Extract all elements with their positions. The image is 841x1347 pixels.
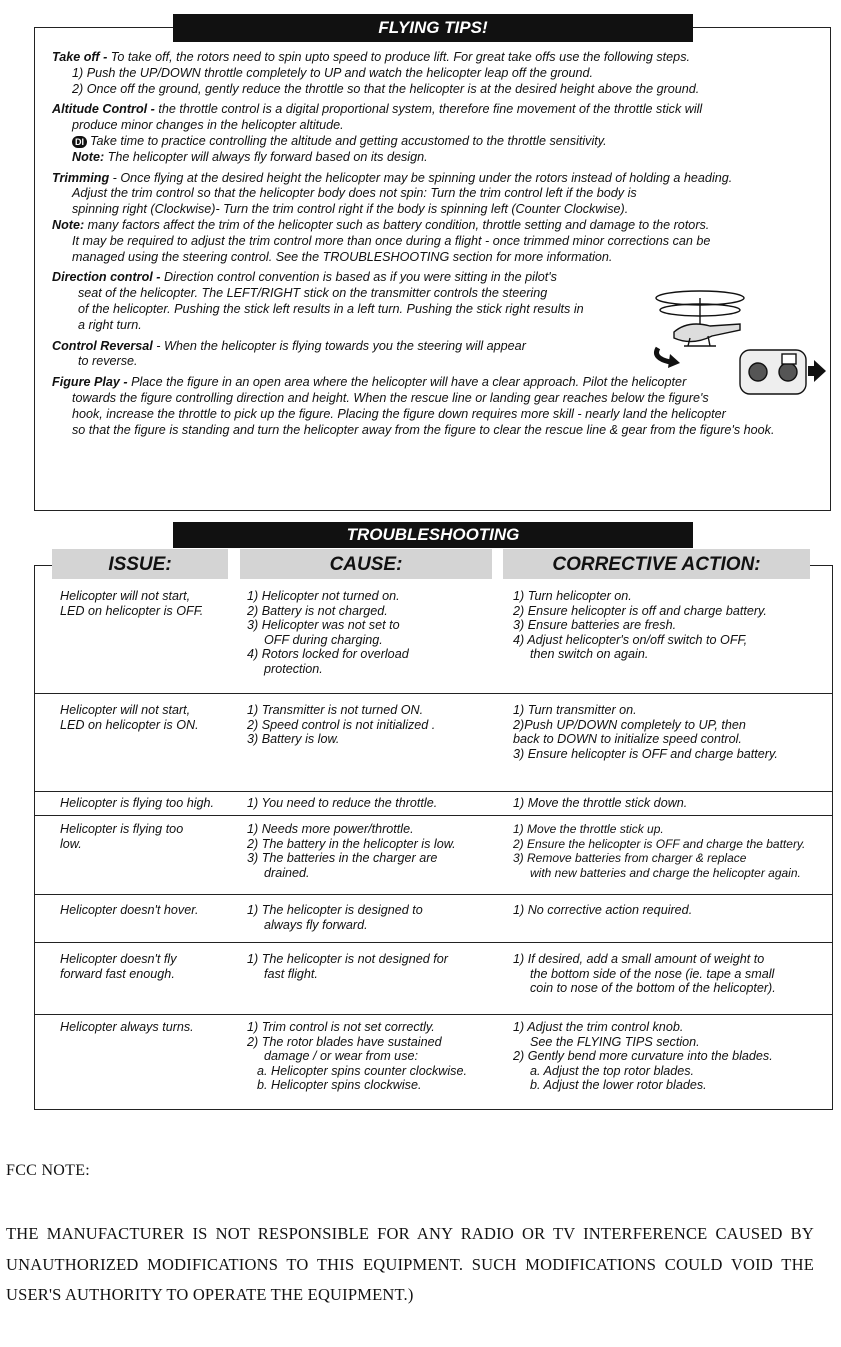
issue-cell: Helicopter will not start, LED on helicopter is ON. [60, 703, 199, 732]
troubleshooting-title: TROUBLESHOOTING [173, 522, 693, 548]
cause-cell: 1) You need to reduce the throttle. [247, 796, 438, 810]
table-row [34, 792, 833, 816]
tip-heading: Take off - [52, 50, 108, 64]
cause-cell: 1) Trim control is not set correctly. 2) The rotor blades have sustained damage / or wear from use: a. Helicopter spins counter clockwise. b. Helicopter spins clockwise. [247, 1020, 467, 1092]
turn-arrow-icon [657, 348, 681, 368]
tip-heading: Direction control - [52, 270, 161, 285]
column-header-cause: CAUSE: [240, 549, 492, 579]
arrow-right-icon [808, 360, 826, 382]
flying-tips-title: FLYING TIPS! [173, 14, 693, 42]
cause-cell: 1) Needs more power/throttle. 2) The battery in the helicopter is low. 3) The batteries in the charger are drained. [247, 822, 456, 880]
tip-heading: Figure Play - [52, 375, 128, 390]
issue-cell: Helicopter doesn't hover. [60, 903, 199, 917]
action-cell: 1) Move the throttle stick up. 2) Ensure the helicopter is OFF and charge the battery. 3) Remove batteries from charger & replace with new batteries and charge the helicopter again. [513, 822, 806, 880]
helicopter-transmitter-illustration [648, 288, 828, 398]
tip-direction-control: Direction control - Direction control convention is based as if you were sitting in the pilot's seat of the helicopter. The LEFT/RIGHT stick on the transmitter controls the steering of the helicopter. Pushing the stick left results in a left turn. Pushing the stick right results in a right turn. [52, 270, 584, 332]
transmitter-icon [740, 350, 806, 394]
tip-take-off: Take off - To take off, the rotors need to spin upto speed to produce lift. For great take offs use the following steps. 1) Push the UP/DOWN throttle completely to UP and watch the helicopter leap off the ground. 2) Once off the ground, gently reduce the throttle so that the helicopter is at the desired height above the ground. [52, 50, 700, 96]
action-cell: 1) Move the throttle stick down. [513, 796, 688, 810]
table-row [34, 1015, 833, 1110]
column-header-issue: ISSUE: [52, 549, 228, 579]
action-cell: 1) Adjust the trim control knob. See the FLYING TIPS section. 2) Gently bend more curvature into the blades. a. Adjust the top rotor blades. b. Adjust the lower rotor blades. [513, 1020, 773, 1092]
fcc-note-body: THE MANUFACTURER IS NOT RESPONSIBLE FOR ANY RADIO OR TV INTERFERENCE CAUSED BY UNAUTHORIZED MODIFICATIONS TO THIS EQUIPMENT. SUCH MODIFICATIONS COULD VOID THE USER'S AUTHORITY TO OPERATE THE EQUIPMENT.) [6, 1224, 814, 1304]
action-cell: 1) No corrective action required. [513, 903, 693, 917]
tip-heading: Trimming [52, 170, 110, 185]
issue-cell: Helicopter will not start, LED on helicopter is OFF. [60, 589, 204, 618]
issue-cell: Helicopter is flying too low. [60, 822, 184, 851]
table-row [34, 816, 833, 895]
table-row [34, 694, 833, 792]
action-cell: 1) Turn transmitter on. 2)Push UP/DOWN completely to UP, then back to DOWN to initialize speed control. 3) Ensure helicopter is OFF and charge battery. [513, 703, 778, 761]
tip-heading: Altitude Control - [52, 102, 155, 117]
issue-cell: Helicopter always turns. [60, 1020, 194, 1034]
table-row [34, 943, 833, 1015]
tip-heading: Control Reversal [52, 338, 153, 353]
tip-altitude-control: Altitude Control - the throttle control is a digital proportional system, therefore fine movement of the throttle stick will produce minor changes in the helicopter altitude. DI Take time to practice controlling the altitude and getting accustomed to the throttle sensitivity. Note: The helicopter will always fly forward based on its design. [52, 102, 703, 164]
cause-cell: 1) Helicopter not turned on. 2) Battery is not charged. 3) Helicopter was not set to OFF during charging. 4) Rotors locked for overload protection. [247, 589, 409, 676]
fcc-note-title: FCC NOTE: [6, 1162, 91, 1179]
table-row [34, 580, 833, 694]
tip-trimming: Trimming - Once flying at the desired height the helicopter may be spinning under the rotors instead of holding a heading. Adjust the trim control so that the helicopter body does not spin: Turn the trim control left if the body is spinning right (Clockwise)- Turn the trim control right if the body is spinning left (Counter Clockwise). Note: many factors affect the trim of the helicopter such as battery condition, throttle setting and damage to the rotors. It may be required to adjust the trim control more than once during a flight - once trimmed minor corrections can be managed using the steering control. See the TROUBLESHOOTING section for more information. [52, 170, 733, 264]
helicopter-icon [656, 291, 744, 346]
cause-cell: 1) The helicopter is designed to always fly forward. [247, 903, 423, 932]
table-row [34, 895, 833, 943]
issue-cell: Helicopter is flying too high. [60, 796, 215, 810]
tip-figure-play: Figure Play - Place the figure in an open area where the helicopter will have a clear approach. Pilot the helicopter towards the figure controlling direction and height. When the rescue line or landing gear reaches below the figure's hook, increase the throttle to pick up the figure. Placing the figure down requires more skill - nearly land the helicopter so that the figure is standing and turn the helicopter away from the figure to clear the rescue line & gear from the figure's hook. [52, 375, 775, 437]
cause-cell: 1) The helicopter is not designed for fast flight. [247, 952, 448, 981]
tip-control-reversal: Control Reversal - When the helicopter is flying towards you the steering will appear to reverse. [52, 338, 526, 369]
column-header-action: CORRECTIVE ACTION: [503, 549, 810, 579]
issue-cell: Helicopter doesn't fly forward fast enough. [60, 952, 177, 981]
action-cell: 1) Turn helicopter on. 2) Ensure helicopter is off and charge battery. 3) Ensure batteries are fresh. 4) Adjust helicopter's on/off switch to OFF, then switch on again. [513, 589, 767, 661]
transmitter-icon: DI [72, 136, 87, 148]
action-cell: 1) If desired, add a small amount of weight to the bottom side of the nose (ie. tape a small coin to nose of the bottom of the helicopter). [513, 952, 776, 995]
cause-cell: 1) Transmitter is not turned ON. 2) Speed control is not initialized . 3) Battery is low. [247, 703, 436, 746]
